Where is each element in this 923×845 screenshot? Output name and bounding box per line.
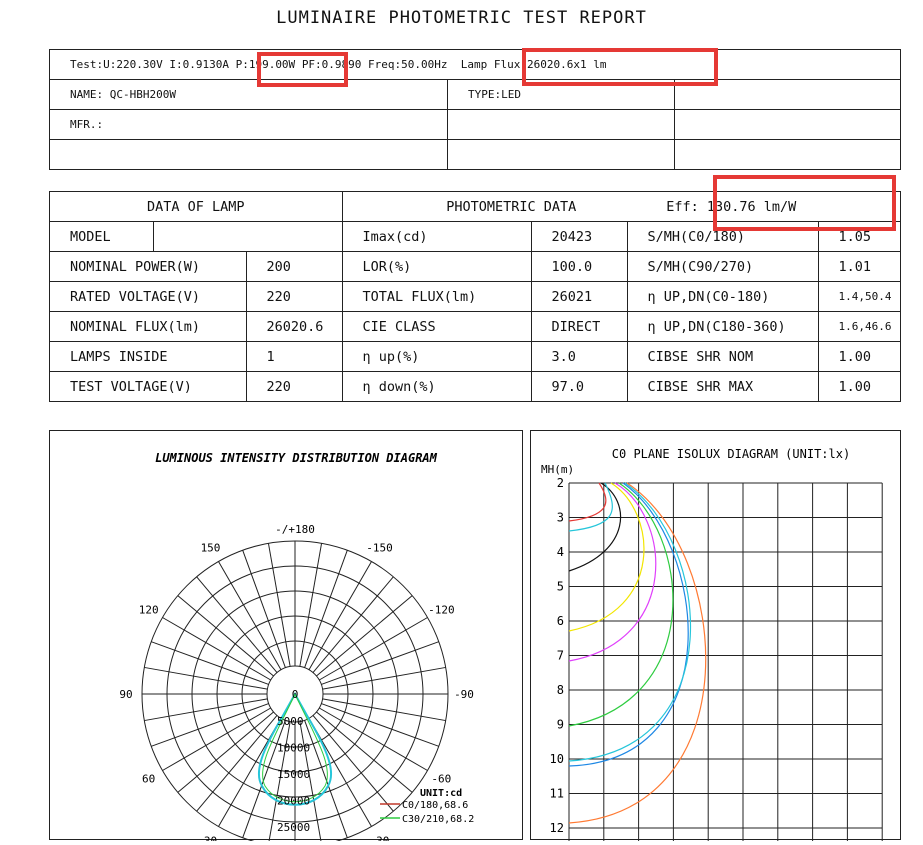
isolux-curve: [569, 483, 690, 761]
lamp-value: 220: [246, 372, 342, 402]
isolux-tick-label: 10: [549, 752, 564, 766]
efficiency-highlight-box: [713, 175, 896, 231]
table-row: [50, 252, 901, 282]
photometric-label: S/MH(C0/180): [627, 222, 818, 252]
empty-cell: [675, 110, 901, 140]
polar-spoke: [316, 596, 412, 676]
power-value: P:199.00W: [235, 58, 296, 71]
polar-spoke: [321, 704, 438, 747]
polar-radial-label: 10000: [277, 741, 311, 755]
mfr-cell: MFR.:: [50, 110, 448, 140]
polar-angle-label: 0: [291, 688, 299, 701]
polar-spoke: [197, 715, 277, 811]
isolux-tick-label: 9: [556, 717, 564, 732]
isolux-tick-label: 7: [556, 648, 564, 663]
polar-radial-label: 15000: [277, 768, 311, 781]
photometric-value: 100.0: [531, 252, 627, 282]
polar-legend: [380, 800, 474, 825]
legend-label: C30/210,68.2: [402, 814, 475, 825]
polar-angle-label: 60: [142, 772, 156, 786]
photometric-label: CIE CLASS: [342, 312, 531, 342]
type-cell: TYPE:LED: [448, 80, 675, 110]
photometric-header-label: PHOTOMETRIC DATA: [446, 198, 577, 215]
table-row: [50, 312, 901, 342]
photometric-value: 1.00: [818, 372, 900, 402]
empty-cell: [50, 140, 448, 170]
photometric-value: 1.00: [818, 342, 900, 372]
isolux-curve: [569, 483, 621, 571]
name-cell: NAME: QC-HBH200W: [50, 80, 448, 110]
polar-spoke: [197, 577, 277, 673]
photometric-value: 97.0: [531, 372, 627, 402]
polar-radial-label: 25000: [277, 821, 311, 834]
isolux-diagram: [531, 431, 902, 841]
polar-spoke: [144, 667, 267, 689]
polar-spoke: [305, 550, 348, 667]
isolux-tick-label: 12: [549, 821, 564, 835]
polar-spoke: [321, 642, 438, 685]
photometric-value: 1.6,46.6: [818, 312, 900, 342]
photometric-label: η down(%): [342, 372, 531, 402]
polar-angle-label: 90: [119, 688, 133, 701]
photometric-label: LOR(%): [342, 252, 531, 282]
photometric-value: 1.01: [818, 252, 900, 282]
polar-spoke: [313, 715, 393, 811]
polar-spoke: [300, 543, 322, 666]
polar-angle-label: -60: [431, 772, 452, 786]
polar-radial-label: 5000: [277, 715, 304, 728]
polar-spoke: [243, 550, 286, 667]
test-info-row: [50, 50, 901, 80]
lamp-value: 26020.6: [246, 312, 342, 342]
power-highlight-box: [257, 52, 348, 87]
model-value: [154, 222, 343, 252]
polar-angle-label: -90: [454, 688, 474, 701]
isolux-curve: [569, 483, 688, 766]
lamp-label: TEST VOLTAGE(V): [50, 372, 247, 402]
polar-spoke: [323, 667, 446, 689]
empty-cell: [675, 140, 901, 170]
polar-angle-label: 120: [138, 603, 159, 617]
efficiency-value: Eff: 130.76 lm/W: [666, 198, 797, 215]
isolux-tick-label: 3: [556, 510, 564, 525]
photometric-label: S/MH(C90/270): [627, 252, 818, 282]
polar-spoke: [313, 577, 393, 673]
photometric-label: η up(%): [342, 342, 531, 372]
legend-label: C0/180,68.6: [402, 800, 469, 811]
isolux-curve: [569, 483, 644, 631]
polar-angle-label: 150: [200, 541, 221, 555]
polar-radial-label: 20000: [277, 794, 311, 808]
photometric-label: CIBSE SHR NOM: [627, 342, 818, 372]
polar-spoke: [151, 704, 268, 747]
polar-spoke: [178, 596, 274, 676]
photometric-label: η UP,DN(C0-180): [627, 282, 818, 312]
isolux-title: C0 PLANE ISOLUX DIAGRAM (UNIT:lx): [611, 447, 851, 461]
isolux-curve: [569, 483, 612, 531]
polar-spoke: [268, 543, 290, 666]
photometric-value: 1.05: [818, 222, 900, 252]
isolux-curve: [569, 483, 606, 521]
photometric-value: 20423: [531, 222, 627, 252]
polar-angle-label: -30: [369, 834, 390, 841]
lamp-label: NOMINAL POWER(W): [50, 252, 247, 282]
table-row: [50, 372, 901, 402]
table-row: [50, 342, 901, 372]
polar-angle-label: -120: [428, 603, 455, 617]
polar-angle-label: 30: [203, 834, 218, 841]
isolux-tick-label: 4: [556, 545, 564, 559]
test-info-table: [49, 49, 901, 170]
polar-spoke: [144, 699, 267, 721]
table-row: [50, 282, 901, 312]
isolux-ticks: [550, 476, 564, 835]
isolux-curves: [569, 483, 706, 823]
empty-cell: [448, 140, 675, 170]
photometric-label: CIBSE SHR MAX: [627, 372, 818, 402]
isolux-diagram-panel: [530, 430, 901, 840]
photometric-value: DIRECT: [531, 312, 627, 342]
isolux-ylabel: MH(m): [541, 463, 575, 476]
report-title: LUMINAIRE PHOTOMETRIC TEST REPORT: [276, 8, 647, 28]
lamp-label: RATED VOLTAGE(V): [50, 282, 247, 312]
lamp-value: 1: [246, 342, 342, 372]
polar-unit: UNIT:cd: [420, 788, 463, 799]
polar-spoke: [305, 720, 348, 837]
photometric-label: η UP,DN(C180-360): [627, 312, 818, 342]
model-label: MODEL: [50, 222, 154, 252]
isolux-tick-label: 6: [556, 614, 564, 628]
intensity-diagram-panel: [49, 430, 523, 840]
isolux-tick-label: 2: [556, 476, 564, 490]
isolux-tick-label: 11: [549, 786, 564, 801]
isolux-tick-label: 8: [556, 683, 564, 697]
photometric-label: TOTAL FLUX(lm): [342, 282, 531, 312]
lamp-label: NOMINAL FLUX(lm): [50, 312, 247, 342]
pf-freq-value: PF:0.9890 Freq:50.00Hz: [301, 58, 448, 71]
isolux-tick-label: 5: [556, 579, 564, 594]
lamp-flux-value: Lamp Flux:26020.6x1 lm: [460, 58, 607, 71]
lamp-value: 220: [246, 282, 342, 312]
photometric-value: 26021: [531, 282, 627, 312]
lamp-label: LAMPS INSIDE: [50, 342, 247, 372]
photometric-label: Imax(cd): [342, 222, 531, 252]
lamp-value: 200: [246, 252, 342, 282]
polar-title: LUMINOUS INTENSITY DISTRIBUTION DIAGRAM: [155, 451, 437, 465]
flux-highlight-box: [522, 48, 718, 86]
photometric-value: 1.4,50.4: [818, 282, 900, 312]
polar-spoke: [323, 699, 446, 721]
lamp-header: DATA OF LAMP: [50, 192, 343, 222]
polar-angle-label: -150: [366, 541, 393, 555]
photometric-value: 3.0: [531, 342, 627, 372]
isolux-curve: [569, 483, 706, 823]
polar-diagram: [50, 431, 524, 841]
empty-cell: [448, 110, 675, 140]
polar-spoke: [151, 642, 268, 685]
test-values: Test:U:220.30V I:0.9130A: [70, 58, 236, 71]
polar-angle-label: -/+180: [275, 523, 315, 536]
